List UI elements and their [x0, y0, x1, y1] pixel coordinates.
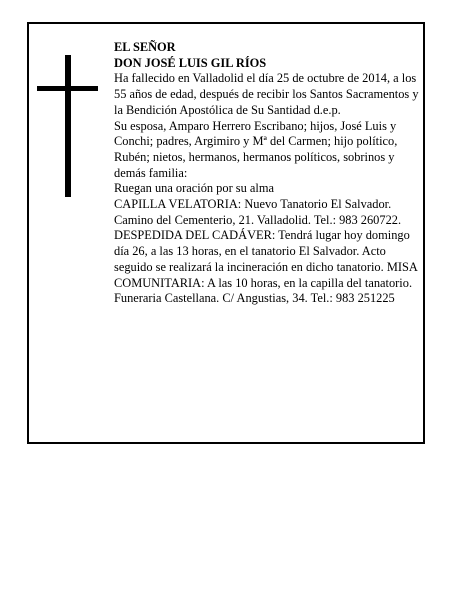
family-list: Su esposa, Amparo Herrero Escribano; hijos, José Luis y Conchi; padres, Argimiro y Mª del Carmen; hijo político, Rubén; nietos, hermanos, hermanos políticos, sobrinos y demás familia: — [114, 118, 398, 180]
heading-title: EL SEÑOR — [114, 40, 176, 54]
obituary-text — [114, 40, 420, 307]
cross-vertical-bar — [65, 55, 71, 197]
death-announcement: Ha fallecido en Valladolid el día 25 de octubre de 2014, a los 55 años de edad, después de recibir los Santos Sacramentos y la Bendición Apostólica de Su Santidad d.e.p. — [114, 71, 419, 117]
deceased-name: DON JOSÉ LUIS GIL RÍOS — [114, 55, 267, 70]
prayer-request: Ruegan una oración por su alma — [114, 181, 274, 196]
funeral-home-info: Funeraria Castellana. C/ Angustias, 34. Tel.: 983 251225 — [114, 291, 395, 306]
chapel-info: CAPILLA VELATORIA: Nuevo Tanatorio El Salvador. Camino del Cementerio, 21. Valladolid. Tel.: 983 260722. — [114, 197, 402, 227]
latin-cross-icon — [37, 55, 98, 197]
funeral-info: DESPEDIDA DEL CADÁVER: Tendrá lugar hoy domingo día 26, a las 13 horas, en el tanatorio El Salvador. Acto seguido se realizará la incineración en dicho tanatorio. MISA COMUNITARIA: A las 10 horas, en la capilla del tanatorio. — [114, 228, 418, 290]
cross-horizontal-bar — [37, 86, 98, 91]
